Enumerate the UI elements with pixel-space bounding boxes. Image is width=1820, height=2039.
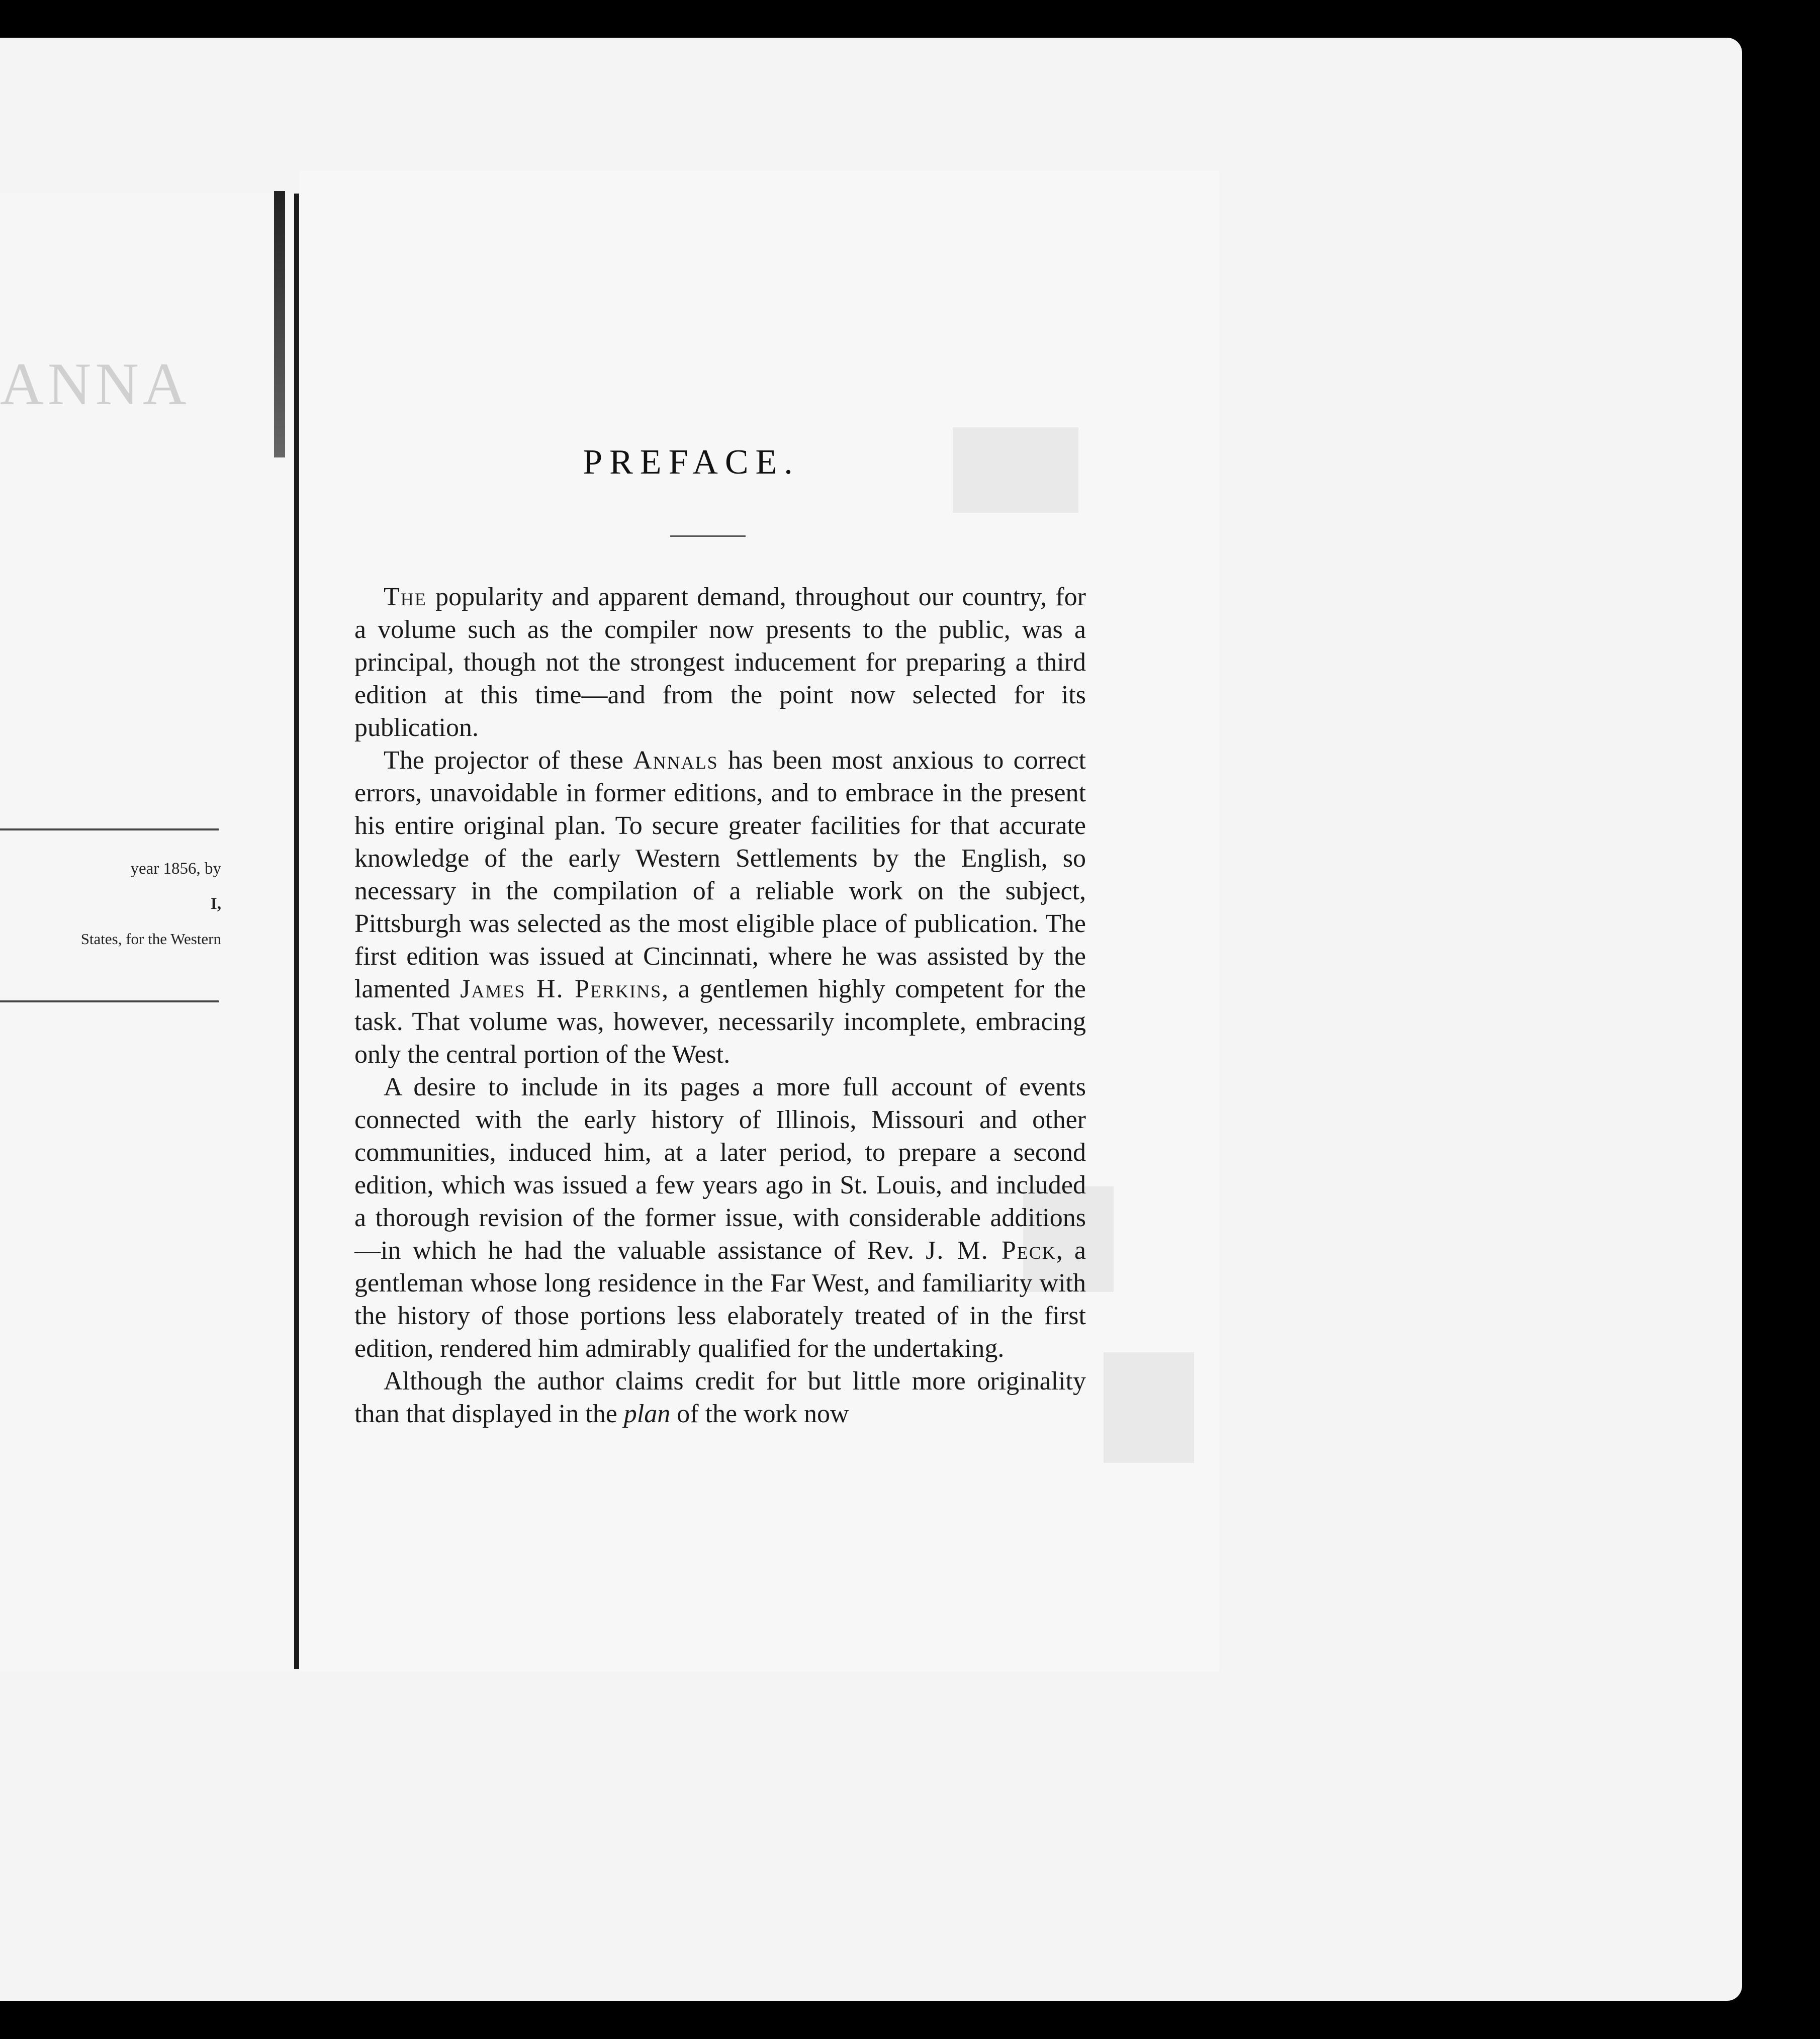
paragraph-4-text-a: Although the author claims credit for but little more originality than that displayed in the bbox=[354, 1367, 1086, 1428]
plan-italic: plan bbox=[623, 1400, 671, 1428]
paragraph-2-text-c: , a gentlemen highly competent for the task. That volume was, however, necessarily incomplete, embracing only the central portion of the West. bbox=[354, 975, 1086, 1069]
bleed-through-patch bbox=[1104, 1352, 1194, 1463]
left-bottom-rule bbox=[0, 1000, 219, 1002]
paragraph-4-text-b: of the work now bbox=[670, 1400, 849, 1428]
scanner-edge bbox=[1750, 45, 1820, 1996]
left-facing-page bbox=[0, 194, 294, 1672]
title-rule bbox=[670, 535, 746, 537]
copyright-line-3: States, for the Western bbox=[80, 930, 221, 948]
copyright-line-1: year 1856, by bbox=[130, 860, 221, 878]
left-top-rule bbox=[0, 828, 219, 830]
paragraph-4 bbox=[354, 1365, 1086, 1430]
paragraph-3-text-b: , a gentleman whose long residence in the Far West, and familiarity with the history of those portions less elaborately treated of in the first edition, rendered him admirably qualified for the undertaking. bbox=[354, 1236, 1086, 1363]
paragraph-1-text: popularity and apparent demand, throughout our country, for a volume such as the compiler now presents to the public, was a principal, though not the strongest inducement for preparing a third edition at this time—and from the point now selected for its publication. bbox=[354, 583, 1086, 742]
left-page-ghost-title: ANNA bbox=[0, 350, 191, 417]
spine-shadow bbox=[274, 191, 285, 457]
paragraph-1 bbox=[354, 581, 1086, 744]
preface-body bbox=[354, 581, 1086, 1430]
copyright-line-2: I, bbox=[210, 895, 221, 913]
paragraph-1-lead: The bbox=[384, 583, 427, 611]
paragraph-2-text-b: has been most anxious to correct errors, unavoidable in former editions, and to embrace in the present his entire original plan. To secure greater facilities for that accurate knowledge of the early Western Settlements by the English, so necessary in the compilation of a reliable work on the subject, Pittsburgh was selected as the most eligible place of publication. The first edition was issued at Cincinnati, where he was assisted by the lamented bbox=[354, 746, 1086, 1003]
perkins-name: James H. Perkins bbox=[460, 975, 662, 1003]
page-title: PREFACE. bbox=[583, 443, 800, 482]
paragraph-3 bbox=[354, 1071, 1086, 1365]
gutter-line bbox=[294, 194, 299, 1669]
bleed-through-patch bbox=[953, 427, 1078, 513]
annals-smallcaps: Annals bbox=[633, 746, 718, 775]
peck-name: J. M. Peck bbox=[926, 1236, 1056, 1265]
paragraph-3-text-a: A desire to include in its pages a more full account of events connected with the early history of Illinois, Missouri and other communities, induced him, at a later period, to prepare a second edition, which was issued a few years ago in St. Louis, and included a thorough revision of the former issue, with considerable additions—in which he had the valuable assistance of Rev. bbox=[354, 1073, 1086, 1265]
paragraph-2 bbox=[354, 744, 1086, 1071]
paragraph-2-text-a: The projector of these bbox=[384, 746, 633, 775]
